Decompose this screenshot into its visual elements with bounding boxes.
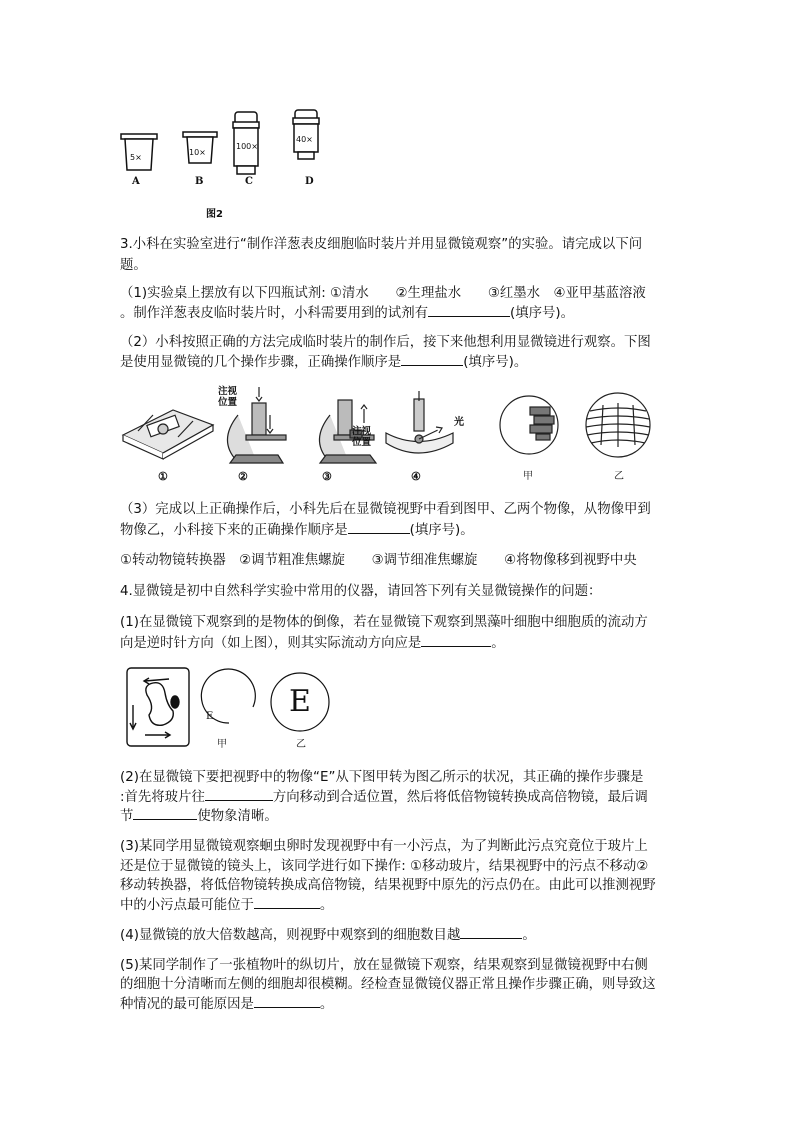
step4-light-label: 光 [454,417,464,428]
view-yi [586,393,650,457]
step3-label: ③ [322,470,332,483]
q3-part3-suffix: (填序号)。 [409,523,474,538]
q4-part5-line3 [120,993,680,1015]
q3-part1-suffix: (填序号)。 [509,306,574,321]
step1-stage [123,410,213,459]
q4-part3-text: 中的小污点最可能位于 [120,898,254,913]
q3-part2-suffix: (填序号)。 [463,355,528,370]
q3-options: ①转动物镜转换器 ②调节粗准焦螺旋 ③调节细准焦螺旋 ④将物像移到视野中央 [120,553,637,568]
q3-part2-answer-blank[interactable] [401,351,463,366]
q4-part5-text: 种情况的最可能原因是 [120,997,254,1012]
objective-c-letter: C [245,176,253,187]
q4-part5-line1: (5)某同学制作了一张植物叶的纵切片，放在显微镜下观察，结果观察到显微镜视野中右侧 [120,958,648,973]
q3-part3-text: 物像乙，小科接下来的正确操作顺序是 [120,523,348,538]
view-yi-label: 乙 [614,471,624,482]
objective-a-letter: A [132,176,140,187]
q4-part2-text-c: 节 [120,809,134,824]
q4-part2-adjust-blank[interactable] [133,805,197,820]
q4-part2-line3 [120,805,680,827]
figure-2-caption: 图2 [206,209,223,220]
q4-part5-answer-blank[interactable] [254,993,320,1008]
q4-part1-text: 向是逆时针方向（如上图），则其实际流动方向应是 [120,636,422,651]
q4-part2-direction-blank[interactable] [205,786,273,801]
q4-part2-text-b: 方向移动到合适位置，然后将低倍物镜转换成高倍物镜，最后调 [272,790,648,805]
q3-stem-line1: 3.小科在实验室进行“制作洋葱表皮细胞临时装片并用显微镜观察”的实验。请完成以下问 [120,237,643,252]
q3-part1-text: 。制作洋葱表皮临时装片时，小科需要用到的试剂有 [120,306,428,321]
q4-stem: 4.显微镜是初中自然科学实验中常用的仪器，请回答下列有关显微镜操作的问题： [120,584,602,599]
step1-label: ① [158,470,168,483]
microscope-steps-drawing [118,385,678,485]
q3-part1-line1: （1)实验桌上摆放有以下四瓶试剂: ①清水 ②生理盐水 ③红墨水 ④亚甲基蓝溶液 [120,286,646,301]
q4-part5-suffix: 。 [319,997,334,1012]
q3-part2-text: 是使用显微镜的几个操作步骤，正确操作顺序是 [120,355,402,370]
objective-a [121,134,157,170]
step2-gaze-label: 注视 位置 [218,386,238,408]
q3-part2-line1: （2）小科按照正确的方法完成临时装片的制作后，接下来他想利用显微镜进行观察。下图 [120,335,651,350]
view-jia-e-letter: E [206,711,214,722]
objective-lenses-drawing [115,108,335,188]
step4-label: ④ [411,470,421,483]
q3-part3-line2 [120,519,680,541]
step4-hands [386,391,453,453]
q4-part1-line2 [120,632,680,654]
view-jia-label: 甲 [523,471,533,482]
q4-part1-answer-blank[interactable] [421,632,491,647]
objective-b-mag: 10× [189,148,206,157]
q3-part1-line2 [120,302,680,324]
q4-part1-suffix: 。 [491,636,505,651]
q4-part5-line2: 的细胞十分清晰而左侧的细胞却很模糊。经检查显微镜仪器正常且操作步骤正确，则导致这 [120,977,656,992]
step3-gaze-label: 注视 位置 [352,426,372,448]
objective-c-mag: 100× [236,142,258,151]
q4-part4-text: (4)显微镜的放大倍数越高，则视野中观察到的细胞数目越 [120,928,461,943]
q4-part3-answer-blank[interactable] [254,894,320,909]
q3-part1-answer-blank[interactable] [428,302,510,317]
q3-part3-answer-blank[interactable] [348,519,410,534]
q4-part4-suffix: 。 [522,928,536,943]
cell-cytoplasm-flow [127,668,189,746]
q4-part4 [120,924,680,946]
q3-part2-line2 [120,351,680,373]
objective-d-letter: D [305,176,314,187]
q4-part3-line1: (3)某同学用显微镜观察蛔虫卵时发现视野中有一小污点，为了判断此污点究竟位于玻片上 [120,839,648,854]
objective-d-mag: 40× [296,135,313,144]
view-jia [500,396,558,454]
q3-part3-line1: （3）完成以上正确操作后，小科先后在显微镜视野中看到图甲、乙两个物像，从物像甲到 [120,502,651,517]
view-yi-e-letter: E [289,684,311,719]
q4-view-jia-label: 甲 [217,739,227,750]
q4-part3-line3: 移动转换器，将低倍物镜转换成高倍物镜，结果视野中原先的污点仍在。由此可以推测视野 [120,878,656,893]
q4-part3-line2: 还是位于显微镜的镜头上，该同学进行如下操作: ①移动玻片，结果视野中的污点不移动② [120,859,649,874]
q4-part2-suffix: 使物象清晰。 [197,809,278,824]
objective-b-letter: B [195,176,204,187]
q3-stem-line2: 题。 [120,258,147,273]
q4-part3-suffix: 。 [319,898,334,913]
q4-view-yi-label: 乙 [296,739,306,750]
step2-label: ② [238,470,248,483]
q4-part4-answer-blank[interactable] [460,924,522,939]
q4-part2-line1: (2)在显微镜下要把视野中的物像“E”从下图甲转为图乙所示的状况，其正确的操作步骤是 [120,770,644,785]
objective-a-mag: 5× [130,153,142,162]
q4-part2-text-a: :首先将玻片往 [120,790,205,805]
q4-part3-line4 [120,894,680,916]
q4-part1-line1: (1)在显微镜下观察到的是物体的倒像，若在显微镜下观察到黑藻叶细胞中细胞质的流动方 [120,615,648,630]
